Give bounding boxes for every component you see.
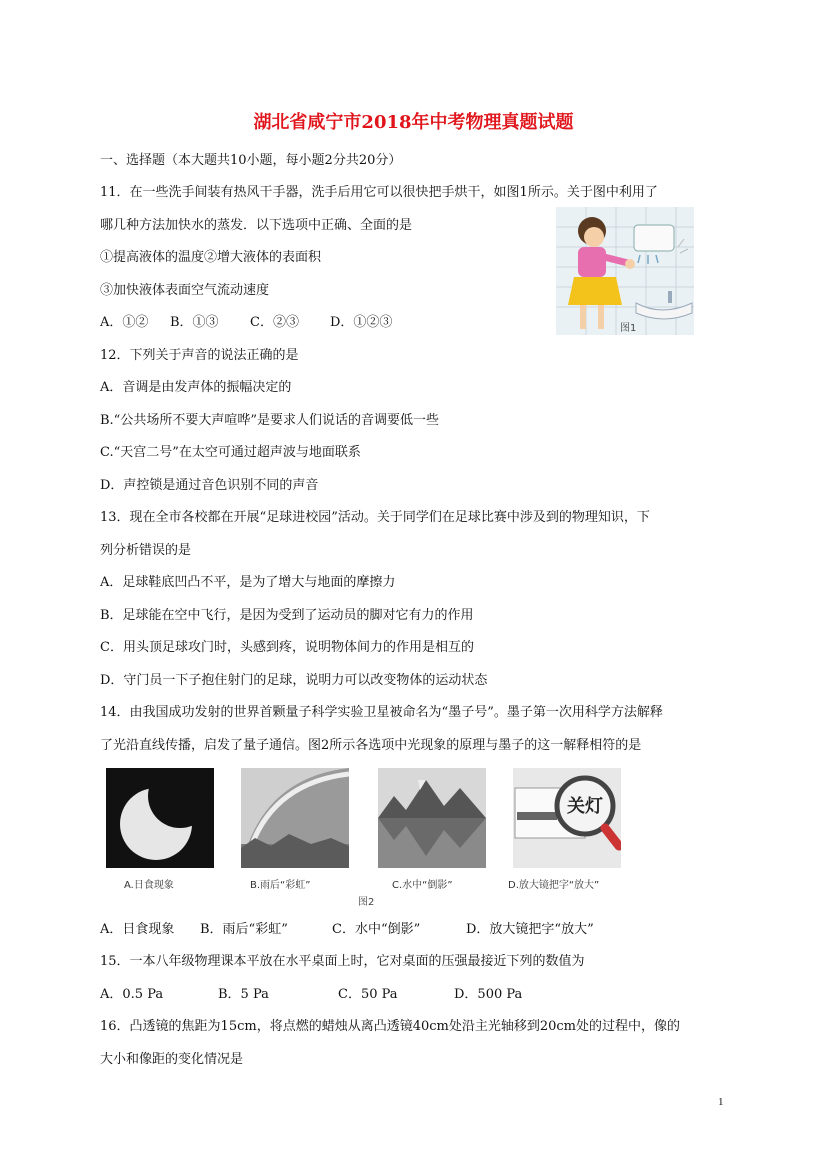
q13-option-b: B．足球能在空中飞行，是因为受到了运动员的脚对它有力的作用 (100, 608, 474, 623)
q13-stem-line2: 列分析错误的是 (100, 543, 192, 558)
figure-2-caption-c: C.水中“倒影” (392, 880, 453, 891)
q15-stem: 15．一本八年级物理课本平放在水平桌面上时，它对桌面的压强最接近下列的数值为 (100, 954, 585, 969)
q14-option-b: B．雨后“彩虹” (200, 922, 288, 937)
q14-options (100, 921, 594, 939)
magnifier-photo (513, 768, 621, 868)
q11-option-b: B．①③ (170, 315, 219, 330)
q14-stem-line2: 了光沿直线传播，启发了量子通信。图2所示各选项中光现象的原理与墨子的这一解释相符的是 (100, 738, 642, 753)
q12-option-a: A．音调是由发声体的振幅决定的 (100, 380, 292, 395)
q14-stem-line1: 14．由我国成功发射的世界首颗量子科学实验卫星被命名为“墨子号”。墨子第一次用科学方法解释 (100, 705, 663, 720)
q14-option-c: C．水中“倒影” (332, 922, 421, 937)
q13-option-d: D．守门员一下子抱住射门的足球，说明力可以改变物体的运动状态 (100, 673, 488, 688)
q12-stem: 12．下列关于声音的说法正确的是 (100, 348, 299, 363)
q15-option-d: D．500 Pa (454, 987, 523, 1002)
hand-dryer-illustration (556, 207, 694, 335)
q11-item2: ③加快液体表面空气流动速度 (100, 283, 270, 298)
q12-option-b: B.“公共场所不要大声喧哗”是要求人们说话的音调要低一些 (100, 413, 439, 428)
q13-stem-line1: 13．现在全市各校都在开展“足球进校园”活动。关于同学们在足球比赛中涉及到的物理知识，下 (100, 510, 650, 525)
reflection-photo (378, 768, 486, 868)
q11-stem-line2: 哪几种方法加快水的蒸发．以下选项中正确、全面的是 (100, 218, 413, 233)
q15-option-a: A．0.5 Pa (100, 987, 164, 1002)
q11-options (100, 314, 392, 332)
figure-2-label: 图2 (358, 897, 375, 908)
eclipse-photo (106, 768, 214, 868)
q15-option-c: C．50 Pa (338, 987, 398, 1002)
q13-option-a: A．足球鞋底凹凸不平，是为了增大与地面的摩擦力 (100, 575, 396, 590)
q11-option-a: A．①② (100, 315, 149, 330)
figure-1-caption: 图1 (620, 323, 637, 334)
q14-option-d: D．放大镜把字“放大” (466, 922, 594, 937)
figure-2-caption-d: D.放大镜把字“放大” (508, 880, 600, 891)
q12-option-d: D．声控锁是通过音色识别不同的声音 (100, 478, 319, 493)
figure-2-caption-b: B.雨后“彩虹” (250, 880, 311, 891)
q15-options (100, 986, 522, 1004)
rainbow-photo (241, 768, 349, 868)
q14-option-a: A．日食现象 (100, 922, 175, 937)
magnifier-sign-text: 关灯 (567, 796, 603, 817)
section-heading: 一、选择题（本大题共10小题，每小题2分共20分） (100, 153, 402, 168)
q11-stem-line1: 11．在一些洗手间装有热风干手器，洗手后用它可以很快把手烘干，如图1所示。关于图中利用了 (100, 185, 658, 200)
page-number: 1 (718, 1096, 724, 1108)
q11-option-c: C．②③ (250, 315, 299, 330)
q15-option-b: B．5 Pa (218, 987, 269, 1002)
page-title: 湖北省咸宁市2018年中考物理真题试题 (253, 112, 574, 133)
figure-2-caption-a: A.日食现象 (124, 880, 174, 891)
q16-stem-line2: 大小和像距的变化情况是 (100, 1052, 244, 1067)
q11-option-d: D．①②③ (330, 315, 393, 330)
q16-stem-line1: 16．凸透镜的焦距为15cm，将点燃的蜡烛从离凸透镜40cm处沿主光轴移到20cm处的过程中，像的 (100, 1019, 680, 1034)
q13-option-c: C．用头顶足球攻门时，头感到疼，说明物体间力的作用是相互的 (100, 640, 474, 655)
q11-item1: ①提高液体的温度②增大液体的表面积 (100, 250, 322, 265)
q12-option-c: C.“天宫二号”在太空可通过超声波与地面联系 (100, 445, 361, 460)
